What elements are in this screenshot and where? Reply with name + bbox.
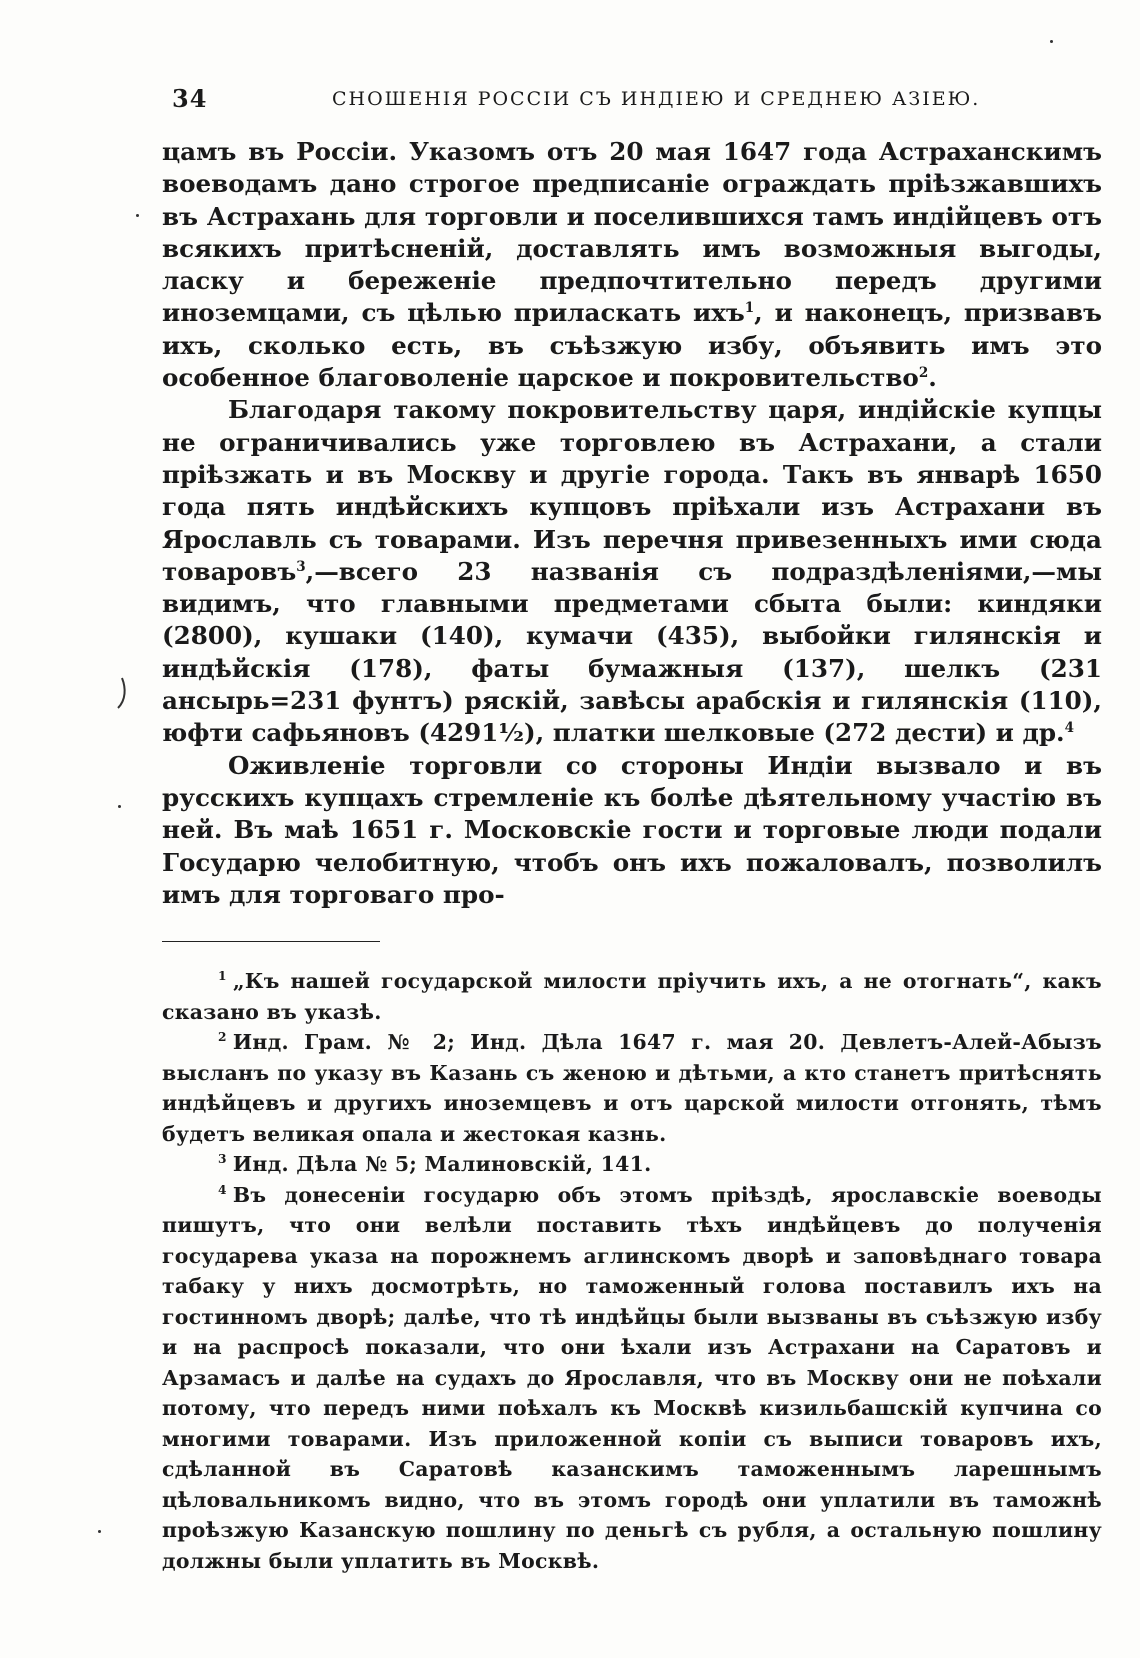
page-number: 34 — [172, 84, 208, 113]
running-title: СНОШЕНІЯ РОССІИ СЪ ИНДІЕЮ И СРЕДНЕЮ АЗІЕЮ. — [332, 88, 981, 110]
footnote-2 — [162, 1027, 1102, 1149]
main-text — [162, 136, 1102, 911]
page-header — [162, 84, 1102, 120]
footnote-ref: 1 — [744, 300, 755, 317]
paragraph-2 — [162, 394, 1102, 749]
footnote-mark: 1 — [218, 969, 227, 984]
footnote-mark: 4 — [218, 1182, 227, 1197]
paragraph-text: , и наконецъ, призвавъ ихъ, сколько есть, въ съѣзжую избу, объявить имъ это особенное благоволеніе царское и покровительство — [162, 298, 1102, 393]
paragraph-text: ,—всего 23 названія съ подраздѣленіями,—мы видимъ, что главными предметами сбыта были: киндяки (2800), кушаки (140), кумачи (435), выбойки гилянскія и индѣйскія (178), фаты бумажныя (137), шелкъ (231 ансырь=231 фунтъ) ряскій, завѣсы арабскія и гилянскія (110), юфти сафьяновъ (4291½), платки шелковые (272 дести) и др. — [162, 556, 1102, 748]
book-page — [162, 84, 1102, 1576]
paragraph-text: Благодаря такому покровительству царя, индійскіе купцы не ограничивались уже торговлею въ Астрахани, а стали пріѣзжать и въ Москву и другіе города. Такъ въ январѣ 1650 года пять индѣйскихъ купцовъ пріѣхали изъ Астрахани въ Ярославль съ товарами. Изъ перечня привезенныхъ ими сюда товаровъ — [162, 395, 1102, 586]
footnote-4 — [162, 1180, 1102, 1577]
paragraph-1 — [162, 136, 1102, 394]
footnote-ref: 4 — [1064, 720, 1075, 737]
footnote-3 — [162, 1149, 1102, 1180]
footnote-ref: 3 — [296, 558, 306, 575]
paragraph-text: Оживленіе торговли со стороны Индіи вызвало и въ русскихъ купцахъ стремленіе къ болѣе дѣятельному участію въ ней. Въ маѣ 1651 г. Московскіе гости и торговые люди подали Государю челобитную, чтобъ онъ ихъ пожаловалъ, позволилъ имъ для торговаго про- — [162, 750, 1102, 909]
footnote-text: Въ донесеніи государю объ этомъ пріѣздѣ, ярославскіе воеводы пишутъ, что они велѣли поставить тѣхъ индѣйцевъ до полученія государева указа на порожнемъ аглинскомъ дворѣ и заповѣднаго товара табаку у нихъ досмотрѣть, но таможенный голова поставилъ ихъ на гостинномъ дворѣ; далѣе, что тѣ индѣйцы были вызваны въ съѣзжую избу и на распросѣ показали, что они ѣхали изъ Астрахани на Саратовъ и Арзамасъ и далѣе на судахъ до Ярославля, что въ Москву они не поѣхали потому, что передъ ними поѣхалъ къ Москвѣ кизильбашскій купчина со многими товарами. Изъ приложенной копіи съ выписи товаровъ ихъ, сдѣланной въ Саратовѣ казанскимъ таможеннымъ ларешнымъ цѣловальникомъ видно, что въ этомъ городѣ они уплатили въ таможнѣ проѣзжую Казанскую пошлину по деньгѣ съ рубля, а остальную пошлину должны были уплатить въ Москвѣ. — [162, 1182, 1102, 1573]
paragraph-text: цамъ въ Россіи. Указомъ отъ 20 мая 1647 года Астраханскимъ воеводамъ дано строгое предписаніе ограждать пріѣзжавшихъ въ Астрахань для торговли и поселившихся тамъ индійцевъ отъ всякихъ притѣсненій, доставлять имъ возможныя выгоды, ласку и береженіе предпочтительно передъ другими иноземцами, съ цѣлью приласкать ихъ — [162, 137, 1102, 328]
footnote-text: „Къ нашей государской милости пріучить ихъ, а не отогнать“, какъ сказано въ указѣ. — [162, 969, 1102, 1024]
footnote-text: Инд. Дѣла № 5; Малиновскій, 141. — [232, 1152, 652, 1177]
paragraph-text: . — [928, 363, 937, 393]
margin-speck — [118, 805, 121, 808]
paragraph-3 — [162, 750, 1102, 911]
footnote-divider — [162, 941, 380, 942]
margin-pencil-mark — [110, 676, 130, 712]
margin-speck — [98, 1530, 101, 1533]
footnote-1 — [162, 966, 1102, 1027]
footnotes — [162, 966, 1102, 1576]
footnote-mark: 3 — [218, 1152, 227, 1167]
margin-speck — [136, 214, 139, 217]
margin-speck — [1050, 40, 1053, 43]
footnote-mark: 2 — [218, 1030, 227, 1045]
footnote-ref: 2 — [918, 364, 929, 381]
footnote-text: Инд. Грам. № 2; Инд. Дѣла 1647 г. мая 20. Девлетъ-Алей-Абызъ высланъ по указу въ Казань съ женою и дѣтьми, а кто станетъ притѣснять индѣйцевъ и другихъ иноземцевъ и отъ царской милости отгонять, тѣмъ будетъ великая опала и жестокая казнь. — [162, 1030, 1102, 1146]
